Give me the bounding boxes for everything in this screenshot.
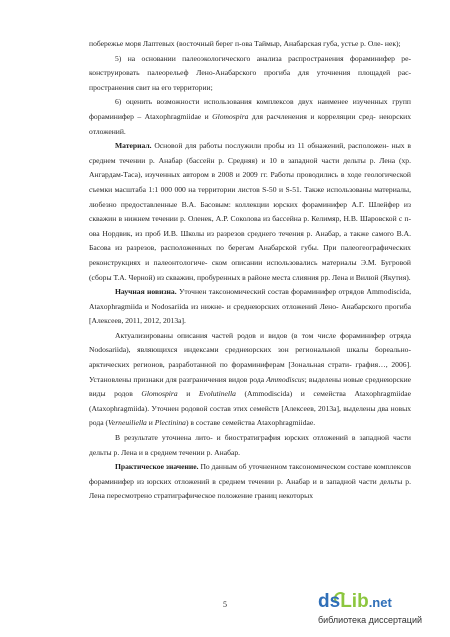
paragraph-practical <box>89 460 411 504</box>
taxon-name: Evolutinella <box>198 389 236 399</box>
taxon-name: Ammodiscus <box>266 374 305 384</box>
text-line: ; <box>304 374 307 384</box>
list-item-6 <box>89 95 411 139</box>
watermark-tagline: библиотека диссертаций <box>318 615 423 625</box>
text-line: бореально-арктических регионов, разработанной по фораминиферам [Зональная страти- <box>89 345 411 370</box>
text-line: отряда Nodosariida), являющихся индексами среднеюрских зон региональной шкалы <box>89 330 411 355</box>
text-line: семейства Ataxophragmiidae. <box>222 418 316 428</box>
text-line: и <box>177 389 199 399</box>
text-line: По данным об уточненном таксономическом составе <box>198 462 372 472</box>
text-line: для расчленения и корреляции сред- <box>248 111 376 121</box>
text-line: пробуренных в районе места слияния рр. Лена и Вилюй (Якутия). <box>197 272 411 282</box>
section-heading-practical: Практическое значение. <box>115 462 199 472</box>
text-line: конструировать палеорельеф Лено-Анабарского прогиба для уточнения площадей рас- <box>89 68 411 78</box>
text-line: части дельты р. Лена и в среднем течении р. Анабар. <box>89 433 411 457</box>
text-line: Основой для работы послужили пробы из 11 обнажений, расположен- <box>151 141 389 151</box>
text-line: семейства Ataxophragmiidae (Ataxophragmiida). Уточнен родовой состав этих семейств <box>89 389 411 413</box>
text-line: (Ammodiscida) и <box>235 389 305 399</box>
text-line: пространения свит на его территории; <box>89 82 213 92</box>
paragraph-result <box>89 431 411 460</box>
page-number: 5 <box>223 600 227 609</box>
logo-domain: .net <box>368 595 392 610</box>
text-line: комплексов фораминифер из юрских отложений в среднем течении р. Анабар и в западной <box>89 462 411 486</box>
text-line: [Алексеев, 2013а], выделены два новых рода ( <box>89 403 411 428</box>
logo-ds: ds <box>318 591 341 612</box>
logo-text <box>318 591 392 613</box>
text-line: побережье моря Лаптевых (восточный берег п-ова Таймыр, Анабарская губа, устье р. Оле- <box>89 39 383 48</box>
paragraph-updated <box>89 329 411 431</box>
text-line: выделены новые среднеюрские виды родов <box>89 374 411 399</box>
text-line: среднего течения р. Анабар, а также самого В.А. Басова из разрезов, расположенных по <box>89 228 411 253</box>
paragraph-novelty <box>89 285 411 329</box>
text-line: нек); <box>384 39 401 48</box>
text-line: Анабарского прогиба [Алексеев, 2011, 2012, 2013а]. <box>89 301 411 326</box>
text-line: Уточнен таксономический состав фораминифер отрядов <box>176 287 365 297</box>
watermark-logo[interactable] <box>318 591 446 631</box>
paragraph-continuation <box>89 37 411 52</box>
text-line: Ammodiscida, Ataxophragmiida и Nodosariida из нижне- и среднеюрских отложений Лено- <box>89 287 411 311</box>
text-line: неюрских отложений. <box>89 111 411 136</box>
text-line: Актуализированы описания частей родов и видов (в том числе фораминифер <box>115 330 386 340</box>
text-line: графия…, 2006]. Установлены признаки для разграничения видов рода <box>89 360 411 384</box>
taxon-name: Plectinina <box>154 418 186 428</box>
text-line: бассейна р. Келимяр, Н.В. Шаровской с п-ова Нордвик, из проб И.В. Школы из разрезов <box>89 214 411 238</box>
text-line: ском описании использовались материалы Э.М. Бугровой (сборы Т.А. Черной) из скважин, <box>89 257 411 282</box>
text-line: ходе геологической съемки масштаба 1:1 000 000 на территории листов S-50 и S-51. Также <box>89 170 411 194</box>
paragraph-material <box>89 139 411 285</box>
taxon-name: Verneuiliella <box>108 418 147 428</box>
taxon-name: Glomospira <box>141 389 178 399</box>
section-heading-novelty: Научная новизна. <box>115 287 177 297</box>
text-line: групп фораминифер – Ataxophragmiidae и <box>89 97 411 121</box>
text-line: В результате уточнена лито- и биостратиграфия юрских отложений в западной <box>115 433 390 443</box>
body-text <box>89 37 411 504</box>
text-line: 5) на основании палеоэкологического анализа распространения фораминифер ре- <box>115 53 411 63</box>
text-line: р. Лена (хр. Ангардам-Таса), изученных автором в 2008 и 2009 гг. Работы проводились в <box>89 155 411 180</box>
list-item-5 <box>89 52 411 96</box>
text-line: ных в среднем течении р. Анабар (бассейн р. Средняя) и 10 в западной части дельты <box>89 141 412 165</box>
text-line: берегам Анабарской губы. При палеогеографических реконструкциях и палеонтологиче- <box>89 243 411 267</box>
text-line: 6) оценить возможности использования комплексов двух наименее изученных <box>115 97 388 107</box>
taxon-name: Glomospira <box>212 111 249 121</box>
text-line: использованы материалы, любезно предоставленные В.А. Басовым: коллекции юрских <box>89 184 411 209</box>
text-line: фораминифер А.Г. Шлейфер из скважин в нижнем течении р. Оленек, А.Р. Соколова из <box>89 199 411 224</box>
text-line: части дельты р. Лена пересмотрено стратиграфическое положение границ некоторых <box>89 476 411 501</box>
section-heading-material: Материал. <box>115 141 152 151</box>
text-line: и <box>146 418 155 428</box>
text-line: ) в составе <box>185 418 221 428</box>
logo-lib: Lib <box>340 591 369 612</box>
